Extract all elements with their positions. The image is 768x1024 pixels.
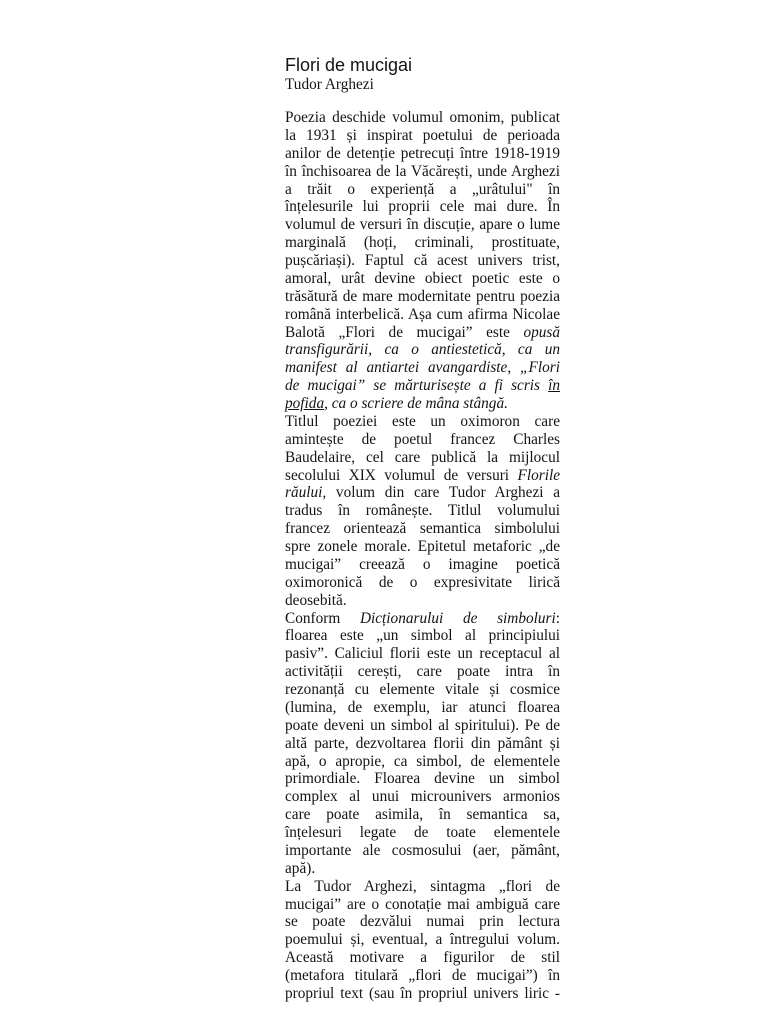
text-run: Titlul poeziei este un oximoron care <box>285 412 560 430</box>
text-line <box>285 502 560 520</box>
text-run: anilor de detenție petrecuți între 1918-1919 <box>285 144 560 162</box>
text-run: secolului XIX volumul de versuri <box>285 466 518 484</box>
text-run: pușcăriași). Faptul că acest univers trist, <box>285 252 560 269</box>
text-run: volumul de versuri în discuție, apare o lume <box>285 216 560 234</box>
underlined-italic-text-run: în <box>548 377 560 395</box>
italic-text-run: de mucigai” se mărturisește a fi scris <box>285 377 549 395</box>
document-title: Flori de mucigai <box>285 55 413 75</box>
text-run: francez orientează semantica simbolului <box>285 520 560 538</box>
text-line <box>285 216 560 234</box>
text-run: propriul text (sau în propriul univers liric - <box>285 984 560 1002</box>
text-line <box>285 735 560 753</box>
text-run: (lumina, de exemplu, iar atunci floarea <box>285 698 560 716</box>
text-line <box>285 878 560 896</box>
text-line <box>285 931 560 949</box>
text-line <box>285 645 560 663</box>
text-run: tradus în românește. Titlul volumului <box>285 502 560 520</box>
text-line <box>285 538 560 556</box>
text-line <box>285 627 560 645</box>
text-run: rezonanță cu elemente vitale și cosmice <box>285 681 560 698</box>
text-line <box>285 127 560 145</box>
text-line <box>285 467 560 485</box>
paragraph <box>285 413 560 610</box>
text-run: Conform <box>285 609 360 627</box>
text-line <box>285 413 560 431</box>
text-run: importante ale cosmosului (aer, pământ, <box>285 841 560 859</box>
text-line <box>285 717 560 735</box>
text-line <box>285 449 560 467</box>
text-run: complex al unui microunivers armonios <box>285 788 560 806</box>
text-run: spre zonele morale. Epitetul metaforic „de <box>285 538 560 555</box>
text-run: mucigai” creează o imagine poetică <box>285 555 560 573</box>
text-run: volum din care Tudor Arghezi a <box>326 484 560 502</box>
text-run: poate deveni un simbol al spiritului). Pe de <box>285 716 560 734</box>
text-run: înțelesuri legate de toate elementele <box>285 824 560 841</box>
text-run: română interbelică. Așa cum afirma Nicolae <box>285 305 560 323</box>
text-run: Baudelaire, cel care publică la mijlocul <box>285 448 560 466</box>
text-line <box>285 484 560 502</box>
text-run: primordiale. Floarea devine un simbol <box>285 770 560 788</box>
text-line <box>285 770 560 788</box>
italic-text-run: manifest al antiartei avangardiste, „Flori <box>285 359 560 377</box>
text-line <box>285 556 560 574</box>
text-run: deosebită. <box>285 591 347 609</box>
paragraph <box>285 109 560 413</box>
text-line <box>285 270 560 288</box>
text-line <box>285 431 560 449</box>
text-run: amoral, urât devine obiect poetic este o <box>285 269 560 287</box>
text-run: (metafora titulară „flori de mucigai”) în <box>285 967 560 984</box>
italic-text-run: Dicționarului de simboluri <box>359 609 556 627</box>
text-line <box>285 806 560 824</box>
text-run: oximoronică de o expresivitate lirică <box>285 573 560 591</box>
text-run: activității cerești, care poate intra în <box>285 663 560 681</box>
text-line <box>285 842 560 860</box>
text-line <box>285 520 560 538</box>
text-line <box>285 913 560 931</box>
text-run: la 1931 și inspirat poetului de perioada <box>285 126 560 144</box>
text-line <box>285 341 560 359</box>
text-run: Poezia deschide volumul omonim, publicat <box>285 109 560 126</box>
text-run: se poate dezvălui numai prin lectura <box>285 913 560 931</box>
paragraph <box>285 610 560 878</box>
text-line <box>285 324 560 342</box>
italic-text-run: transfigurării, ca o antiestetică, ca un <box>285 341 560 359</box>
text-line <box>285 163 560 181</box>
text-run: apă). <box>285 859 316 877</box>
text-line <box>285 198 560 216</box>
text-run: altă parte, dezvoltarea florii din pământ și <box>285 734 560 752</box>
text-line <box>285 967 560 985</box>
text-run: înțelesurile lui proprii cele mai dure. În <box>285 198 560 216</box>
paragraph <box>285 878 560 1003</box>
text-run: trăsătură de mare modernitate pentru poezia <box>285 287 560 305</box>
text-line <box>285 359 560 377</box>
italic-text-run: răului, <box>285 484 327 502</box>
text-line <box>285 252 560 270</box>
text-line <box>285 788 560 806</box>
text-line <box>285 663 560 681</box>
document-author: Tudor Arghezi <box>285 76 374 93</box>
text-run: La Tudor Arghezi, sintagma „flori de <box>285 877 560 895</box>
text-line <box>285 824 560 842</box>
text-run: amintește de poetul francez Charles <box>285 430 560 448</box>
document-body <box>285 109 560 1003</box>
text-line <box>285 288 560 306</box>
text-line <box>285 610 560 628</box>
text-line <box>285 377 560 395</box>
italic-text-run: opusă <box>523 323 560 341</box>
text-line <box>285 860 560 878</box>
text-run: poemului și, eventual, a întregului volum. <box>285 931 560 949</box>
text-line <box>285 699 560 717</box>
text-run: mucigai” are o conotație mai ambiguă care <box>285 895 560 913</box>
text-run: care poate asimila, în semantica sa, <box>285 806 560 824</box>
text-run: floarea este „un simbol al principiului <box>285 627 560 645</box>
text-line <box>285 181 560 199</box>
text-line <box>285 592 560 610</box>
text-run: a trăit o experiență a „urâtului" în <box>285 180 560 198</box>
text-line <box>285 681 560 699</box>
text-line <box>285 234 560 252</box>
text-run: Balotă „Flori de mucigai” este <box>285 323 524 341</box>
text-run: pasiv”. Caliciul florii este un receptacul al <box>285 645 560 663</box>
text-line <box>285 145 560 163</box>
text-line <box>285 753 560 771</box>
text-line <box>285 395 560 413</box>
text-run: Această motivare a figurilor de stil <box>285 949 560 967</box>
text-line <box>285 985 560 1003</box>
underlined-italic-text-run: pofida <box>285 395 325 412</box>
text-line <box>285 306 560 324</box>
text-run: : <box>555 609 560 627</box>
text-line <box>285 896 560 914</box>
text-line <box>285 949 560 967</box>
text-run: în închisoarea de la Văcărești, unde Arghezi <box>285 162 560 180</box>
text-run: marginală (hoți, criminali, prostituate, <box>285 234 560 252</box>
text-line <box>285 574 560 592</box>
text-run: apă, o apropie, ca simbol, de elementele <box>285 752 560 770</box>
italic-text-run: , ca o scriere de mâna stângă. <box>324 395 508 412</box>
italic-text-run: Florile <box>517 466 560 484</box>
text-line <box>285 109 560 127</box>
